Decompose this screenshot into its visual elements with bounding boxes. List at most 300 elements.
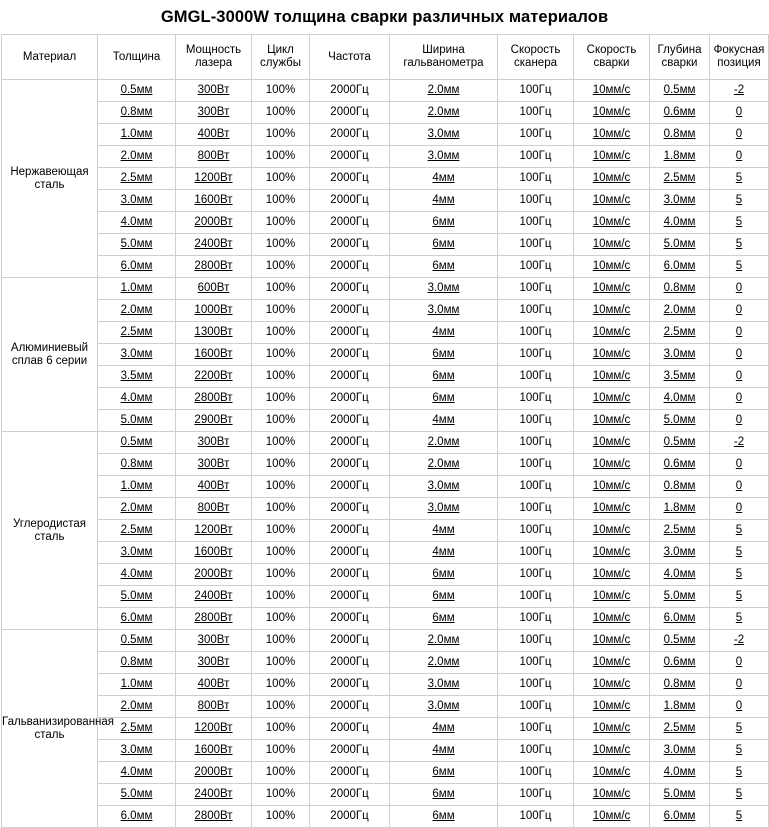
cell-scanner-speed: 100Гц <box>498 278 574 300</box>
cell-welding-depth: 5.0мм <box>650 784 710 806</box>
cell-welding-depth: 5.0мм <box>650 234 710 256</box>
cell-galvo-width: 6мм <box>390 586 498 608</box>
table-row <box>2 498 769 520</box>
cell-galvo-width: 4мм <box>390 740 498 762</box>
cell-welding-speed: 10мм/с <box>574 102 650 124</box>
cell-welding-depth: 2.5мм <box>650 322 710 344</box>
cell-thickness: 6.0мм <box>98 256 176 278</box>
cell-welding-depth: 0.5мм <box>650 432 710 454</box>
table-row <box>2 652 769 674</box>
column-header-scanner-speed: Скорость сканера <box>498 35 574 80</box>
table-row <box>2 740 769 762</box>
cell-focus-position: 0 <box>710 124 769 146</box>
table-header <box>2 35 769 80</box>
cell-scanner-speed: 100Гц <box>498 520 574 542</box>
cell-laser-power: 2900Вт <box>176 410 252 432</box>
cell-scanner-speed: 100Гц <box>498 168 574 190</box>
cell-scanner-speed: 100Гц <box>498 674 574 696</box>
cell-scanner-speed: 100Гц <box>498 498 574 520</box>
table-row <box>2 432 769 454</box>
table-row <box>2 762 769 784</box>
cell-frequency: 2000Гц <box>310 652 390 674</box>
cell-galvo-width: 3.0мм <box>390 498 498 520</box>
cell-welding-speed: 10мм/с <box>574 366 650 388</box>
cell-scanner-speed: 100Гц <box>498 542 574 564</box>
column-header-thickness: Толщина <box>98 35 176 80</box>
cell-frequency: 2000Гц <box>310 322 390 344</box>
table-row <box>2 300 769 322</box>
table-row <box>2 674 769 696</box>
cell-galvo-width: 4мм <box>390 520 498 542</box>
cell-welding-depth: 0.8мм <box>650 124 710 146</box>
table-row <box>2 520 769 542</box>
cell-duty-cycle: 100% <box>252 476 310 498</box>
cell-welding-speed: 10мм/с <box>574 762 650 784</box>
cell-welding-speed: 10мм/с <box>574 586 650 608</box>
cell-laser-power: 1200Вт <box>176 718 252 740</box>
cell-thickness: 2.5мм <box>98 520 176 542</box>
cell-thickness: 4.0мм <box>98 212 176 234</box>
cell-focus-position: -2 <box>710 432 769 454</box>
cell-thickness: 2.0мм <box>98 498 176 520</box>
cell-duty-cycle: 100% <box>252 124 310 146</box>
cell-laser-power: 2400Вт <box>176 586 252 608</box>
cell-focus-position: 0 <box>710 102 769 124</box>
cell-focus-position: 5 <box>710 718 769 740</box>
table-row <box>2 608 769 630</box>
cell-scanner-speed: 100Гц <box>498 146 574 168</box>
cell-laser-power: 2000Вт <box>176 564 252 586</box>
cell-galvo-width: 3.0мм <box>390 278 498 300</box>
cell-galvo-width: 6мм <box>390 806 498 828</box>
cell-thickness: 0.5мм <box>98 432 176 454</box>
cell-welding-speed: 10мм/с <box>574 388 650 410</box>
table-row <box>2 564 769 586</box>
cell-thickness: 2.5мм <box>98 168 176 190</box>
column-header-focus-position: Фокусная позиция <box>710 35 769 80</box>
cell-welding-depth: 2.0мм <box>650 300 710 322</box>
cell-galvo-width: 2.0мм <box>390 432 498 454</box>
table-row <box>2 476 769 498</box>
cell-laser-power: 1200Вт <box>176 168 252 190</box>
table-row <box>2 168 769 190</box>
cell-galvo-width: 6мм <box>390 762 498 784</box>
cell-duty-cycle: 100% <box>252 586 310 608</box>
cell-frequency: 2000Гц <box>310 674 390 696</box>
cell-duty-cycle: 100% <box>252 696 310 718</box>
cell-thickness: 3.0мм <box>98 344 176 366</box>
cell-welding-speed: 10мм/с <box>574 740 650 762</box>
cell-thickness: 2.0мм <box>98 146 176 168</box>
cell-laser-power: 2800Вт <box>176 608 252 630</box>
cell-galvo-width: 2.0мм <box>390 102 498 124</box>
cell-welding-speed: 10мм/с <box>574 806 650 828</box>
cell-thickness: 2.5мм <box>98 718 176 740</box>
cell-welding-speed: 10мм/с <box>574 300 650 322</box>
cell-focus-position: 5 <box>710 564 769 586</box>
column-header-material: Материал <box>2 35 98 80</box>
cell-frequency: 2000Гц <box>310 300 390 322</box>
cell-scanner-speed: 100Гц <box>498 718 574 740</box>
cell-laser-power: 300Вт <box>176 454 252 476</box>
cell-duty-cycle: 100% <box>252 454 310 476</box>
cell-duty-cycle: 100% <box>252 278 310 300</box>
cell-galvo-width: 2.0мм <box>390 630 498 652</box>
cell-thickness: 3.0мм <box>98 740 176 762</box>
cell-welding-depth: 0.5мм <box>650 80 710 102</box>
cell-frequency: 2000Гц <box>310 740 390 762</box>
cell-welding-speed: 10мм/с <box>574 256 650 278</box>
cell-duty-cycle: 100% <box>252 652 310 674</box>
cell-scanner-speed: 100Гц <box>498 80 574 102</box>
cell-scanner-speed: 100Гц <box>498 740 574 762</box>
cell-welding-speed: 10мм/с <box>574 278 650 300</box>
cell-scanner-speed: 100Гц <box>498 784 574 806</box>
table-row <box>2 696 769 718</box>
cell-welding-depth: 6.0мм <box>650 806 710 828</box>
cell-laser-power: 1000Вт <box>176 300 252 322</box>
cell-frequency: 2000Гц <box>310 608 390 630</box>
cell-material: Гальванизированная сталь <box>2 630 98 828</box>
cell-frequency: 2000Гц <box>310 212 390 234</box>
cell-focus-position: 0 <box>710 498 769 520</box>
cell-focus-position: 0 <box>710 674 769 696</box>
cell-laser-power: 2000Вт <box>176 762 252 784</box>
cell-galvo-width: 6мм <box>390 234 498 256</box>
table-row <box>2 124 769 146</box>
cell-galvo-width: 3.0мм <box>390 300 498 322</box>
cell-welding-speed: 10мм/с <box>574 432 650 454</box>
cell-frequency: 2000Гц <box>310 564 390 586</box>
cell-focus-position: 5 <box>710 190 769 212</box>
cell-scanner-speed: 100Гц <box>498 630 574 652</box>
cell-laser-power: 2800Вт <box>176 388 252 410</box>
cell-scanner-speed: 100Гц <box>498 410 574 432</box>
cell-focus-position: -2 <box>710 80 769 102</box>
cell-duty-cycle: 100% <box>252 784 310 806</box>
cell-galvo-width: 6мм <box>390 212 498 234</box>
table-row <box>2 344 769 366</box>
cell-duty-cycle: 100% <box>252 630 310 652</box>
cell-duty-cycle: 100% <box>252 674 310 696</box>
cell-welding-depth: 0.6мм <box>650 652 710 674</box>
page-title: GMGL-3000W толщина сварки различных материалов <box>160 8 609 26</box>
table-row <box>2 806 769 828</box>
column-header-frequency: Частота <box>310 35 390 80</box>
cell-focus-position: 5 <box>710 806 769 828</box>
cell-laser-power: 1600Вт <box>176 190 252 212</box>
cell-scanner-speed: 100Гц <box>498 344 574 366</box>
cell-thickness: 0.8мм <box>98 102 176 124</box>
cell-scanner-speed: 100Гц <box>498 454 574 476</box>
column-header-welding-depth: Глубина сварки <box>650 35 710 80</box>
cell-focus-position: 5 <box>710 608 769 630</box>
cell-focus-position: 5 <box>710 168 769 190</box>
table-row <box>2 234 769 256</box>
cell-focus-position: 5 <box>710 520 769 542</box>
cell-duty-cycle: 100% <box>252 190 310 212</box>
cell-scanner-speed: 100Гц <box>498 190 574 212</box>
cell-scanner-speed: 100Гц <box>498 696 574 718</box>
table-row <box>2 784 769 806</box>
cell-scanner-speed: 100Гц <box>498 476 574 498</box>
cell-frequency: 2000Гц <box>310 80 390 102</box>
cell-thickness: 5.0мм <box>98 234 176 256</box>
cell-duty-cycle: 100% <box>252 806 310 828</box>
cell-duty-cycle: 100% <box>252 520 310 542</box>
cell-welding-depth: 0.6мм <box>650 454 710 476</box>
cell-scanner-speed: 100Гц <box>498 300 574 322</box>
cell-galvo-width: 4мм <box>390 190 498 212</box>
cell-galvo-width: 3.0мм <box>390 674 498 696</box>
cell-duty-cycle: 100% <box>252 80 310 102</box>
cell-welding-speed: 10мм/с <box>574 630 650 652</box>
cell-galvo-width: 2.0мм <box>390 80 498 102</box>
cell-focus-position: 5 <box>710 762 769 784</box>
table-row <box>2 718 769 740</box>
cell-galvo-width: 6мм <box>390 784 498 806</box>
cell-thickness: 6.0мм <box>98 608 176 630</box>
cell-frequency: 2000Гц <box>310 146 390 168</box>
cell-laser-power: 400Вт <box>176 124 252 146</box>
cell-welding-depth: 4.0мм <box>650 388 710 410</box>
cell-duty-cycle: 100% <box>252 146 310 168</box>
cell-galvo-width: 2.0мм <box>390 454 498 476</box>
cell-welding-speed: 10мм/с <box>574 608 650 630</box>
cell-laser-power: 1200Вт <box>176 520 252 542</box>
table-body <box>2 80 769 828</box>
cell-welding-depth: 1.8мм <box>650 696 710 718</box>
cell-duty-cycle: 100% <box>252 234 310 256</box>
cell-welding-speed: 10мм/с <box>574 168 650 190</box>
cell-thickness: 5.0мм <box>98 410 176 432</box>
cell-welding-depth: 1.8мм <box>650 498 710 520</box>
cell-welding-depth: 5.0мм <box>650 586 710 608</box>
cell-frequency: 2000Гц <box>310 234 390 256</box>
cell-focus-position: 5 <box>710 740 769 762</box>
cell-scanner-speed: 100Гц <box>498 608 574 630</box>
cell-scanner-speed: 100Гц <box>498 212 574 234</box>
cell-laser-power: 1600Вт <box>176 542 252 564</box>
cell-thickness: 2.0мм <box>98 300 176 322</box>
cell-material: Алюминиевый сплав 6 серии <box>2 278 98 432</box>
cell-welding-depth: 0.6мм <box>650 102 710 124</box>
cell-laser-power: 2800Вт <box>176 256 252 278</box>
table-row <box>2 542 769 564</box>
cell-frequency: 2000Гц <box>310 586 390 608</box>
cell-focus-position: 0 <box>710 300 769 322</box>
cell-laser-power: 2400Вт <box>176 234 252 256</box>
table-header-row <box>2 35 769 80</box>
cell-galvo-width: 6мм <box>390 344 498 366</box>
table-row <box>2 388 769 410</box>
cell-frequency: 2000Гц <box>310 256 390 278</box>
table-row <box>2 80 769 102</box>
cell-frequency: 2000Гц <box>310 762 390 784</box>
cell-galvo-width: 4мм <box>390 410 498 432</box>
cell-scanner-speed: 100Гц <box>498 586 574 608</box>
cell-galvo-width: 6мм <box>390 256 498 278</box>
table-row <box>2 322 769 344</box>
cell-frequency: 2000Гц <box>310 432 390 454</box>
cell-welding-depth: 1.8мм <box>650 146 710 168</box>
cell-thickness: 0.8мм <box>98 454 176 476</box>
cell-scanner-speed: 100Гц <box>498 652 574 674</box>
cell-laser-power: 2000Вт <box>176 212 252 234</box>
cell-frequency: 2000Гц <box>310 102 390 124</box>
cell-galvo-width: 3.0мм <box>390 124 498 146</box>
cell-laser-power: 300Вт <box>176 80 252 102</box>
cell-thickness: 4.0мм <box>98 762 176 784</box>
cell-laser-power: 2200Вт <box>176 366 252 388</box>
cell-welding-depth: 6.0мм <box>650 256 710 278</box>
cell-focus-position: 0 <box>710 344 769 366</box>
cell-welding-depth: 0.8мм <box>650 476 710 498</box>
cell-duty-cycle: 100% <box>252 212 310 234</box>
cell-welding-depth: 3.0мм <box>650 344 710 366</box>
cell-focus-position: 0 <box>710 454 769 476</box>
column-header-welding-speed: Скорость сварки <box>574 35 650 80</box>
table-row <box>2 278 769 300</box>
cell-focus-position: 0 <box>710 146 769 168</box>
cell-welding-speed: 10мм/с <box>574 696 650 718</box>
cell-frequency: 2000Гц <box>310 630 390 652</box>
cell-laser-power: 300Вт <box>176 630 252 652</box>
cell-thickness: 2.5мм <box>98 322 176 344</box>
cell-focus-position: 5 <box>710 784 769 806</box>
cell-welding-depth: 4.0мм <box>650 212 710 234</box>
cell-focus-position: 0 <box>710 652 769 674</box>
cell-duty-cycle: 100% <box>252 168 310 190</box>
cell-welding-speed: 10мм/с <box>574 212 650 234</box>
cell-galvo-width: 2.0мм <box>390 652 498 674</box>
cell-duty-cycle: 100% <box>252 608 310 630</box>
cell-welding-speed: 10мм/с <box>574 520 650 542</box>
cell-laser-power: 600Вт <box>176 278 252 300</box>
cell-galvo-width: 3.0мм <box>390 146 498 168</box>
cell-welding-depth: 3.5мм <box>650 366 710 388</box>
cell-frequency: 2000Гц <box>310 168 390 190</box>
cell-frequency: 2000Гц <box>310 520 390 542</box>
cell-laser-power: 300Вт <box>176 102 252 124</box>
column-header-galvo-width: Ширина гальванометра <box>390 35 498 80</box>
cell-duty-cycle: 100% <box>252 344 310 366</box>
cell-welding-depth: 2.5мм <box>650 718 710 740</box>
cell-frequency: 2000Гц <box>310 278 390 300</box>
cell-focus-position: 0 <box>710 696 769 718</box>
cell-focus-position: 0 <box>710 322 769 344</box>
cell-focus-position: 5 <box>710 586 769 608</box>
cell-laser-power: 800Вт <box>176 498 252 520</box>
cell-welding-depth: 2.5мм <box>650 520 710 542</box>
cell-scanner-speed: 100Гц <box>498 124 574 146</box>
cell-welding-speed: 10мм/с <box>574 542 650 564</box>
cell-scanner-speed: 100Гц <box>498 806 574 828</box>
cell-scanner-speed: 100Гц <box>498 366 574 388</box>
cell-thickness: 3.5мм <box>98 366 176 388</box>
cell-material: Углеродистая сталь <box>2 432 98 630</box>
cell-thickness: 0.5мм <box>98 630 176 652</box>
cell-laser-power: 400Вт <box>176 476 252 498</box>
cell-scanner-speed: 100Гц <box>498 388 574 410</box>
cell-focus-position: 0 <box>710 388 769 410</box>
cell-welding-depth: 3.0мм <box>650 740 710 762</box>
table-row <box>2 366 769 388</box>
cell-focus-position: 0 <box>710 366 769 388</box>
cell-welding-speed: 10мм/с <box>574 718 650 740</box>
cell-laser-power: 1600Вт <box>176 344 252 366</box>
cell-frequency: 2000Гц <box>310 124 390 146</box>
cell-frequency: 2000Гц <box>310 696 390 718</box>
cell-focus-position: 5 <box>710 256 769 278</box>
cell-thickness: 3.0мм <box>98 190 176 212</box>
cell-frequency: 2000Гц <box>310 476 390 498</box>
cell-focus-position: 5 <box>710 212 769 234</box>
cell-thickness: 4.0мм <box>98 388 176 410</box>
cell-duty-cycle: 100% <box>252 542 310 564</box>
column-header-laser-power: Мощность лазера <box>176 35 252 80</box>
table-row <box>2 146 769 168</box>
welding-parameters-table <box>1 34 769 828</box>
table-row <box>2 410 769 432</box>
cell-laser-power: 300Вт <box>176 652 252 674</box>
cell-thickness: 0.8мм <box>98 652 176 674</box>
cell-scanner-speed: 100Гц <box>498 432 574 454</box>
cell-frequency: 2000Гц <box>310 410 390 432</box>
table-row <box>2 102 769 124</box>
cell-welding-speed: 10мм/с <box>574 190 650 212</box>
cell-welding-speed: 10мм/с <box>574 80 650 102</box>
table-row <box>2 630 769 652</box>
cell-laser-power: 1300Вт <box>176 322 252 344</box>
cell-galvo-width: 3.0мм <box>390 476 498 498</box>
cell-thickness: 5.0мм <box>98 784 176 806</box>
cell-welding-speed: 10мм/с <box>574 784 650 806</box>
cell-duty-cycle: 100% <box>252 498 310 520</box>
cell-duty-cycle: 100% <box>252 762 310 784</box>
cell-galvo-width: 6мм <box>390 388 498 410</box>
cell-frequency: 2000Гц <box>310 542 390 564</box>
cell-frequency: 2000Гц <box>310 344 390 366</box>
cell-focus-position: 5 <box>710 234 769 256</box>
cell-laser-power: 800Вт <box>176 146 252 168</box>
cell-thickness: 1.0мм <box>98 476 176 498</box>
cell-welding-depth: 2.5мм <box>650 168 710 190</box>
cell-thickness: 1.0мм <box>98 278 176 300</box>
cell-welding-depth: 3.0мм <box>650 542 710 564</box>
cell-galvo-width: 3.0мм <box>390 696 498 718</box>
cell-frequency: 2000Гц <box>310 806 390 828</box>
cell-frequency: 2000Гц <box>310 784 390 806</box>
cell-scanner-speed: 100Гц <box>498 564 574 586</box>
cell-galvo-width: 4мм <box>390 168 498 190</box>
cell-duty-cycle: 100% <box>252 410 310 432</box>
cell-frequency: 2000Гц <box>310 190 390 212</box>
table-row <box>2 256 769 278</box>
cell-welding-speed: 10мм/с <box>574 234 650 256</box>
cell-laser-power: 300Вт <box>176 432 252 454</box>
cell-welding-depth: 0.8мм <box>650 674 710 696</box>
cell-welding-speed: 10мм/с <box>574 344 650 366</box>
cell-welding-depth: 0.8мм <box>650 278 710 300</box>
cell-duty-cycle: 100% <box>252 102 310 124</box>
cell-thickness: 5.0мм <box>98 586 176 608</box>
cell-material: Нержавеющая сталь <box>2 80 98 278</box>
cell-duty-cycle: 100% <box>252 388 310 410</box>
cell-thickness: 4.0мм <box>98 564 176 586</box>
cell-focus-position: 0 <box>710 476 769 498</box>
cell-galvo-width: 6мм <box>390 608 498 630</box>
